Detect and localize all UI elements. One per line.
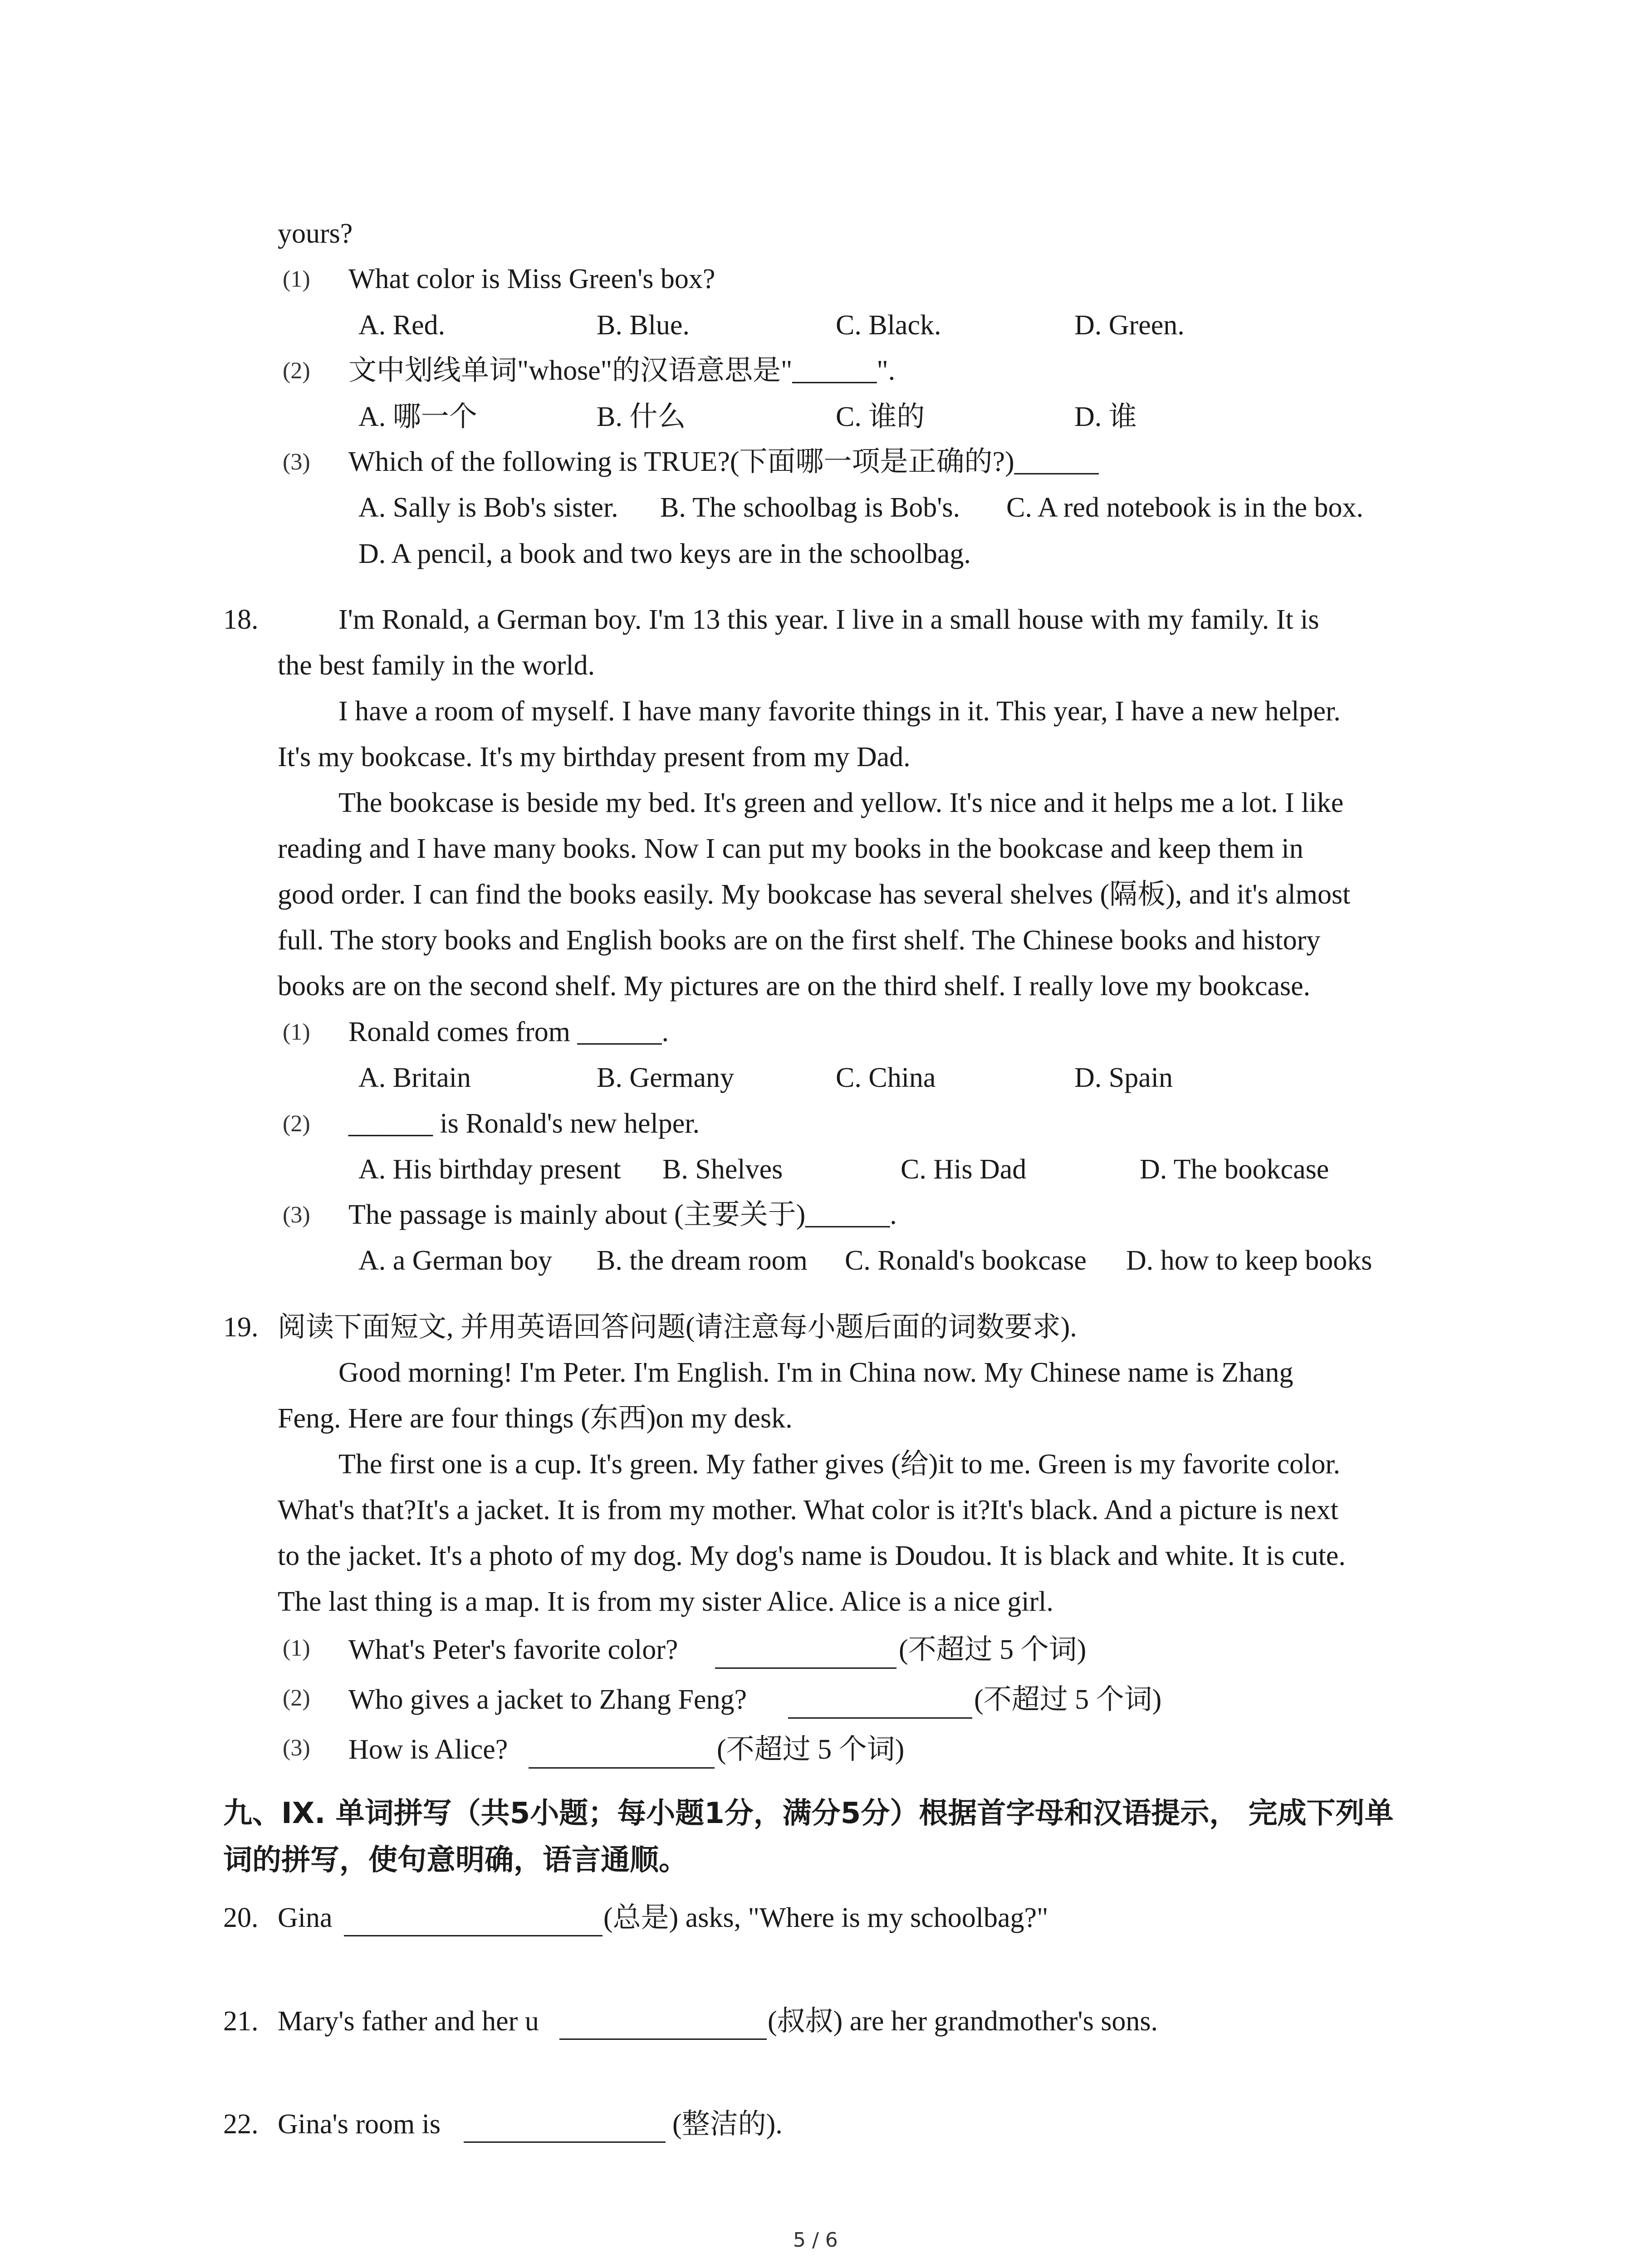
q19-sub2-number: (2) <box>283 1685 310 1711</box>
q17-sub3-option-c: C. A red notebook is in the box. <box>1006 492 1364 523</box>
q17-continuation: yours? <box>278 218 353 249</box>
q17-sub2-question: 文中划线单词"whose"的汉语意思是"______". <box>348 355 896 386</box>
q17-sub3-number: (3) <box>283 449 310 475</box>
q18-sub1-option-c: C. China <box>836 1062 936 1093</box>
q18-sub1-option-a: A. Britain <box>358 1062 471 1093</box>
q18-sub3-number: (3) <box>283 1202 310 1228</box>
q21-text-after: (叔叔) are her grandmother's sons. <box>768 2006 1158 2037</box>
q17-sub2-option-c: C. 谁的 <box>836 401 925 432</box>
q19-passage-line: What's that?It's a jacket. It is from my mother. What color is it?It's black. And a picture is next <box>278 1495 1338 1525</box>
q18-sub3-option-b: B. the dream room <box>597 1245 808 1276</box>
q19-sub3-answer-blank[interactable] <box>529 1767 715 1769</box>
q21-answer-blank[interactable] <box>559 2038 767 2040</box>
q18-passage-line: I have a room of myself. I have many favorite things in it. This year, I have a new helper. <box>338 696 1341 727</box>
q19-sub1-number: (1) <box>283 1635 310 1661</box>
q17-sub2-option-b: B. 什么 <box>597 401 686 432</box>
q17-sub1-option-a: A. Red. <box>358 310 446 341</box>
q20-number: 20. <box>223 1902 259 1933</box>
q18-passage-line: books are on the second shelf. My pictures are on the third shelf. I really love my bookcase. <box>278 971 1311 1002</box>
q18-passage-line: I'm Ronald, a German boy. I'm 13 this year. I live in a small house with my family. It is <box>338 604 1319 635</box>
q22-text-after: (整洁的). <box>672 2109 783 2140</box>
q17-sub1-option-d: D. Green. <box>1074 310 1185 341</box>
q19-sub3-number: (3) <box>283 1735 310 1761</box>
q18-sub2-option-c: C. His Dad <box>901 1154 1027 1185</box>
q18-sub2-number: (2) <box>283 1111 310 1137</box>
q19-sub3-question: How is Alice? <box>348 1734 508 1765</box>
q19-sub1-word-limit: (不超过 5 个词) <box>899 1634 1087 1665</box>
q20-answer-blank[interactable] <box>344 1935 603 1936</box>
q22-answer-blank[interactable] <box>464 2141 666 2143</box>
q17-sub2-option-d: D. 谁 <box>1074 401 1137 432</box>
q18-passage-line: The bookcase is beside my bed. It's green and yellow. It's nice and it helps me a lot. I like <box>338 787 1344 818</box>
q17-sub3-option-a: A. Sally is Bob's sister. <box>358 492 618 523</box>
q19-passage-line: to the jacket. It's a photo of my dog. My dog's name is Doudou. It is black and white. It is cute. <box>278 1540 1346 1571</box>
q19-passage-line: The first one is a cup. It's green. My father gives (给)it to me. Green is my favorite color. <box>338 1449 1341 1480</box>
q18-number: 18. <box>223 604 259 635</box>
q17-sub1-number: (1) <box>283 266 310 292</box>
q18-sub3-question: The passage is mainly about (主要关于)______. <box>348 1199 897 1230</box>
q18-passage-line: the best family in the world. <box>278 650 595 681</box>
q18-sub1-question: Ronald comes from ______. <box>348 1017 669 1047</box>
q19-passage-line: The last thing is a map. It is from my sister Alice. Alice is a nice girl. <box>278 1586 1053 1617</box>
q17-sub2-option-a: A. 哪一个 <box>358 401 477 432</box>
q18-passage-line: It's my bookcase. It's my birthday present from my Dad. <box>278 742 911 772</box>
q18-sub3-option-c: C. Ronald's bookcase <box>845 1245 1087 1276</box>
q18-sub3-option-d: D. how to keep books <box>1126 1245 1372 1276</box>
q17-sub3-question: Which of the following is TRUE?(下面哪一项是正确的?)______ <box>348 446 1099 477</box>
q21-text-before: Mary's father and her u <box>278 2006 539 2037</box>
q20-text-before: Gina <box>278 1902 333 1933</box>
q17-sub3-option-b: B. The schoolbag is Bob's. <box>660 492 960 523</box>
q18-sub3-option-a: A. a German boy <box>358 1245 552 1276</box>
q20-text-after: (总是) asks, "Where is my schoolbag?" <box>603 1902 1048 1933</box>
q17-sub3-option-d: D. A pencil, a book and two keys are in the schoolbag. <box>358 538 971 569</box>
q19-sub2-word-limit: (不超过 5 个词) <box>974 1684 1162 1715</box>
q19-sub1-question: What's Peter's favorite color? <box>348 1634 678 1665</box>
q22-text-before: Gina's room is <box>278 2109 441 2140</box>
q18-sub2-option-a: A. His birthday present <box>358 1154 621 1185</box>
q17-sub2-number: (2) <box>283 358 310 384</box>
q17-sub1-option-c: C. Black. <box>836 310 941 341</box>
q19-passage-line: Good morning! I'm Peter. I'm English. I'm in China now. My Chinese name is Zhang <box>338 1357 1293 1388</box>
q19-sub1-answer-blank[interactable] <box>715 1667 896 1669</box>
q18-sub1-option-b: B. Germany <box>597 1062 735 1093</box>
q19-sub2-answer-blank[interactable] <box>788 1717 972 1719</box>
q18-sub2-option-d: D. The bookcase <box>1140 1154 1329 1185</box>
q18-passage-line: full. The story books and English books are on the first shelf. The Chinese books and history <box>278 925 1321 956</box>
q18-passage-line: good order. I can find the books easily. My bookcase has several shelves (隔板), and it's almost <box>278 879 1351 910</box>
q18-sub2-question: ______ is Ronald's new helper. <box>348 1108 700 1139</box>
section-heading-continued: 词的拼写，使句意明确，语言通顺。 <box>223 1843 688 1877</box>
page-number: 5 / 6 <box>793 2229 838 2252</box>
q17-sub1-option-b: B. Blue. <box>597 310 690 341</box>
q19-instruction: 阅读下面短文, 并用英语回答问题(请注意每小题后面的词数要求). <box>278 1312 1077 1343</box>
q18-sub1-option-d: D. Spain <box>1074 1062 1173 1093</box>
q22-number: 22. <box>223 2109 259 2140</box>
q17-sub1-question: What color is Miss Green's box? <box>348 264 715 294</box>
q18-sub1-number: (1) <box>283 1019 310 1045</box>
q19-passage-line: Feng. Here are four things (东西)on my desk. <box>278 1403 793 1434</box>
q18-sub2-option-b: B. Shelves <box>662 1154 783 1185</box>
q19-sub3-word-limit: (不超过 5 个词) <box>717 1734 905 1765</box>
section-heading: 九、IX. 单词拼写（共5小题；每小题1分，满分5分）根据首字母和汉语提示， 完成下列单 <box>223 1797 1394 1830</box>
q19-sub2-question: Who gives a jacket to Zhang Feng? <box>348 1684 747 1715</box>
q18-passage-line: reading and I have many books. Now I can put my books in the bookcase and keep them in <box>278 833 1303 864</box>
q21-number: 21. <box>223 2006 259 2037</box>
q19-number: 19. <box>223 1312 259 1343</box>
